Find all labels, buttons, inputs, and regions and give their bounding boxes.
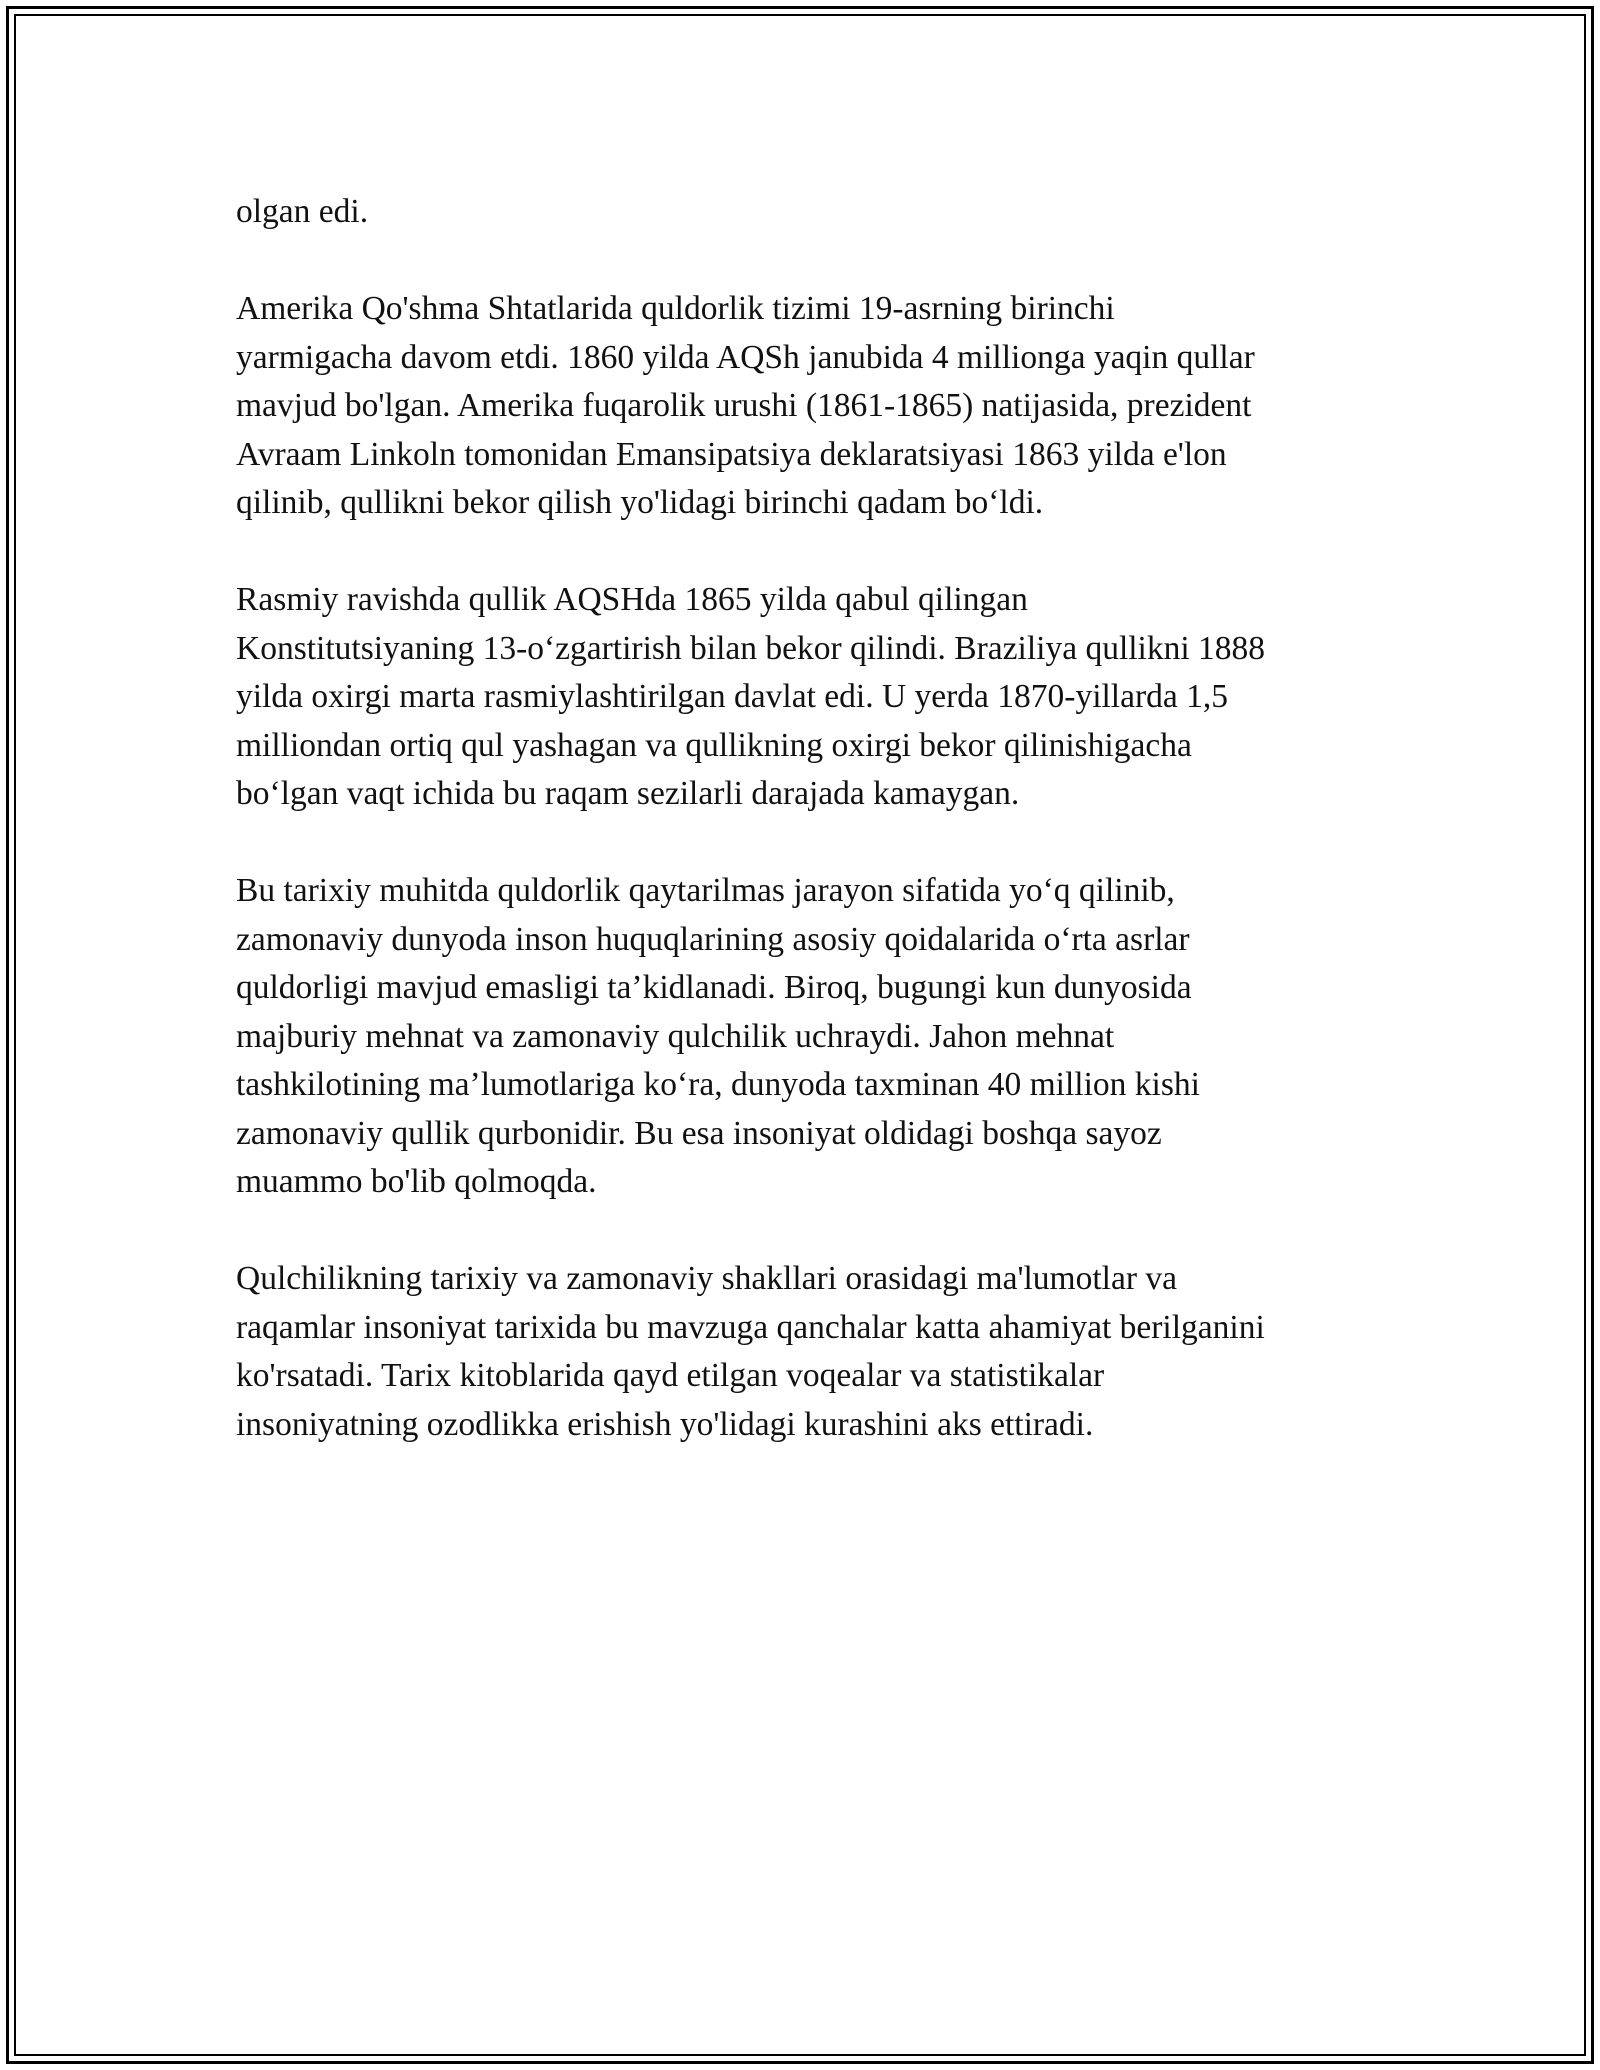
document-body xyxy=(236,188,1376,1498)
paragraph-continuation: olgan edi. xyxy=(236,193,369,230)
paragraph-usa-slavery: Amerika Qo'shma Shtatlarida quldorlik tizimi 19-asrning birinchi yarmigacha davom etdi. 1860 yilda AQSh janubida 4 millionga yaqin qullar mavjud bo'lgan. Amerika fuqarolik urushi (1861-1865) natijasida, prezident Avraam Linkoln tomonidan Emansipatsiya deklaratsiyasi 1863 yilda e'lon qilinib, qullikni bekor qilish yo'lidagi birinchi qadam bo‘ldi. xyxy=(236,290,1255,521)
paragraph-modern-slavery: Bu tarixiy muhitda quldorlik qaytarilmas jarayon sifatida yo‘q qilinib, zamonaviy dunyoda inson huquqlarining asosiy qoidalarida o‘rta asrlar quldorligi mavjud emasligi ta’kidlanadi. Biroq, bugungi kun dunyosida majburiy mehnat va zamonaviy qulchilik uchraydi. Jahon mehnat tashkilotining ma’lumotlariga ko‘ra, dunyoda taxminan 40 million kishi zamonaviy qullik qurbonidir. Bu esa insoniyat oldidagi boshqa sayoz muammo bo'lib qolmoqda. xyxy=(236,872,1200,1200)
paragraph-abolition-brazil: Rasmiy ravishda qullik AQSHda 1865 yilda qabul qilingan Konstitutsiyaning 13-o‘zgartirish bilan bekor qilindi. Braziliya qullikni 1888 yilda oxirgi marta rasmiylashtirilgan davlat edi. U yerda 1870-yillarda 1,5 milliondan ortiq qul yashagan va qullikning oxirgi bekor qilinishigacha bo‘lgan vaqt ichida bu raqam sezilarli darajada kamaygan. xyxy=(236,581,1266,812)
paragraph-conclusion: Qulchilikning tarixiy va zamonaviy shakllari orasidagi ma'lumotlar va raqamlar insoniyat tarixida bu mavzuga qanchalar katta ahamiyat berilganini ko'rsatadi. Tarix kitoblarida qayd etilgan voqealar va statistikalar insoniyatning ozodlikka erishish yo'lidagi kurashini aks ettiradi. xyxy=(236,1260,1265,1443)
